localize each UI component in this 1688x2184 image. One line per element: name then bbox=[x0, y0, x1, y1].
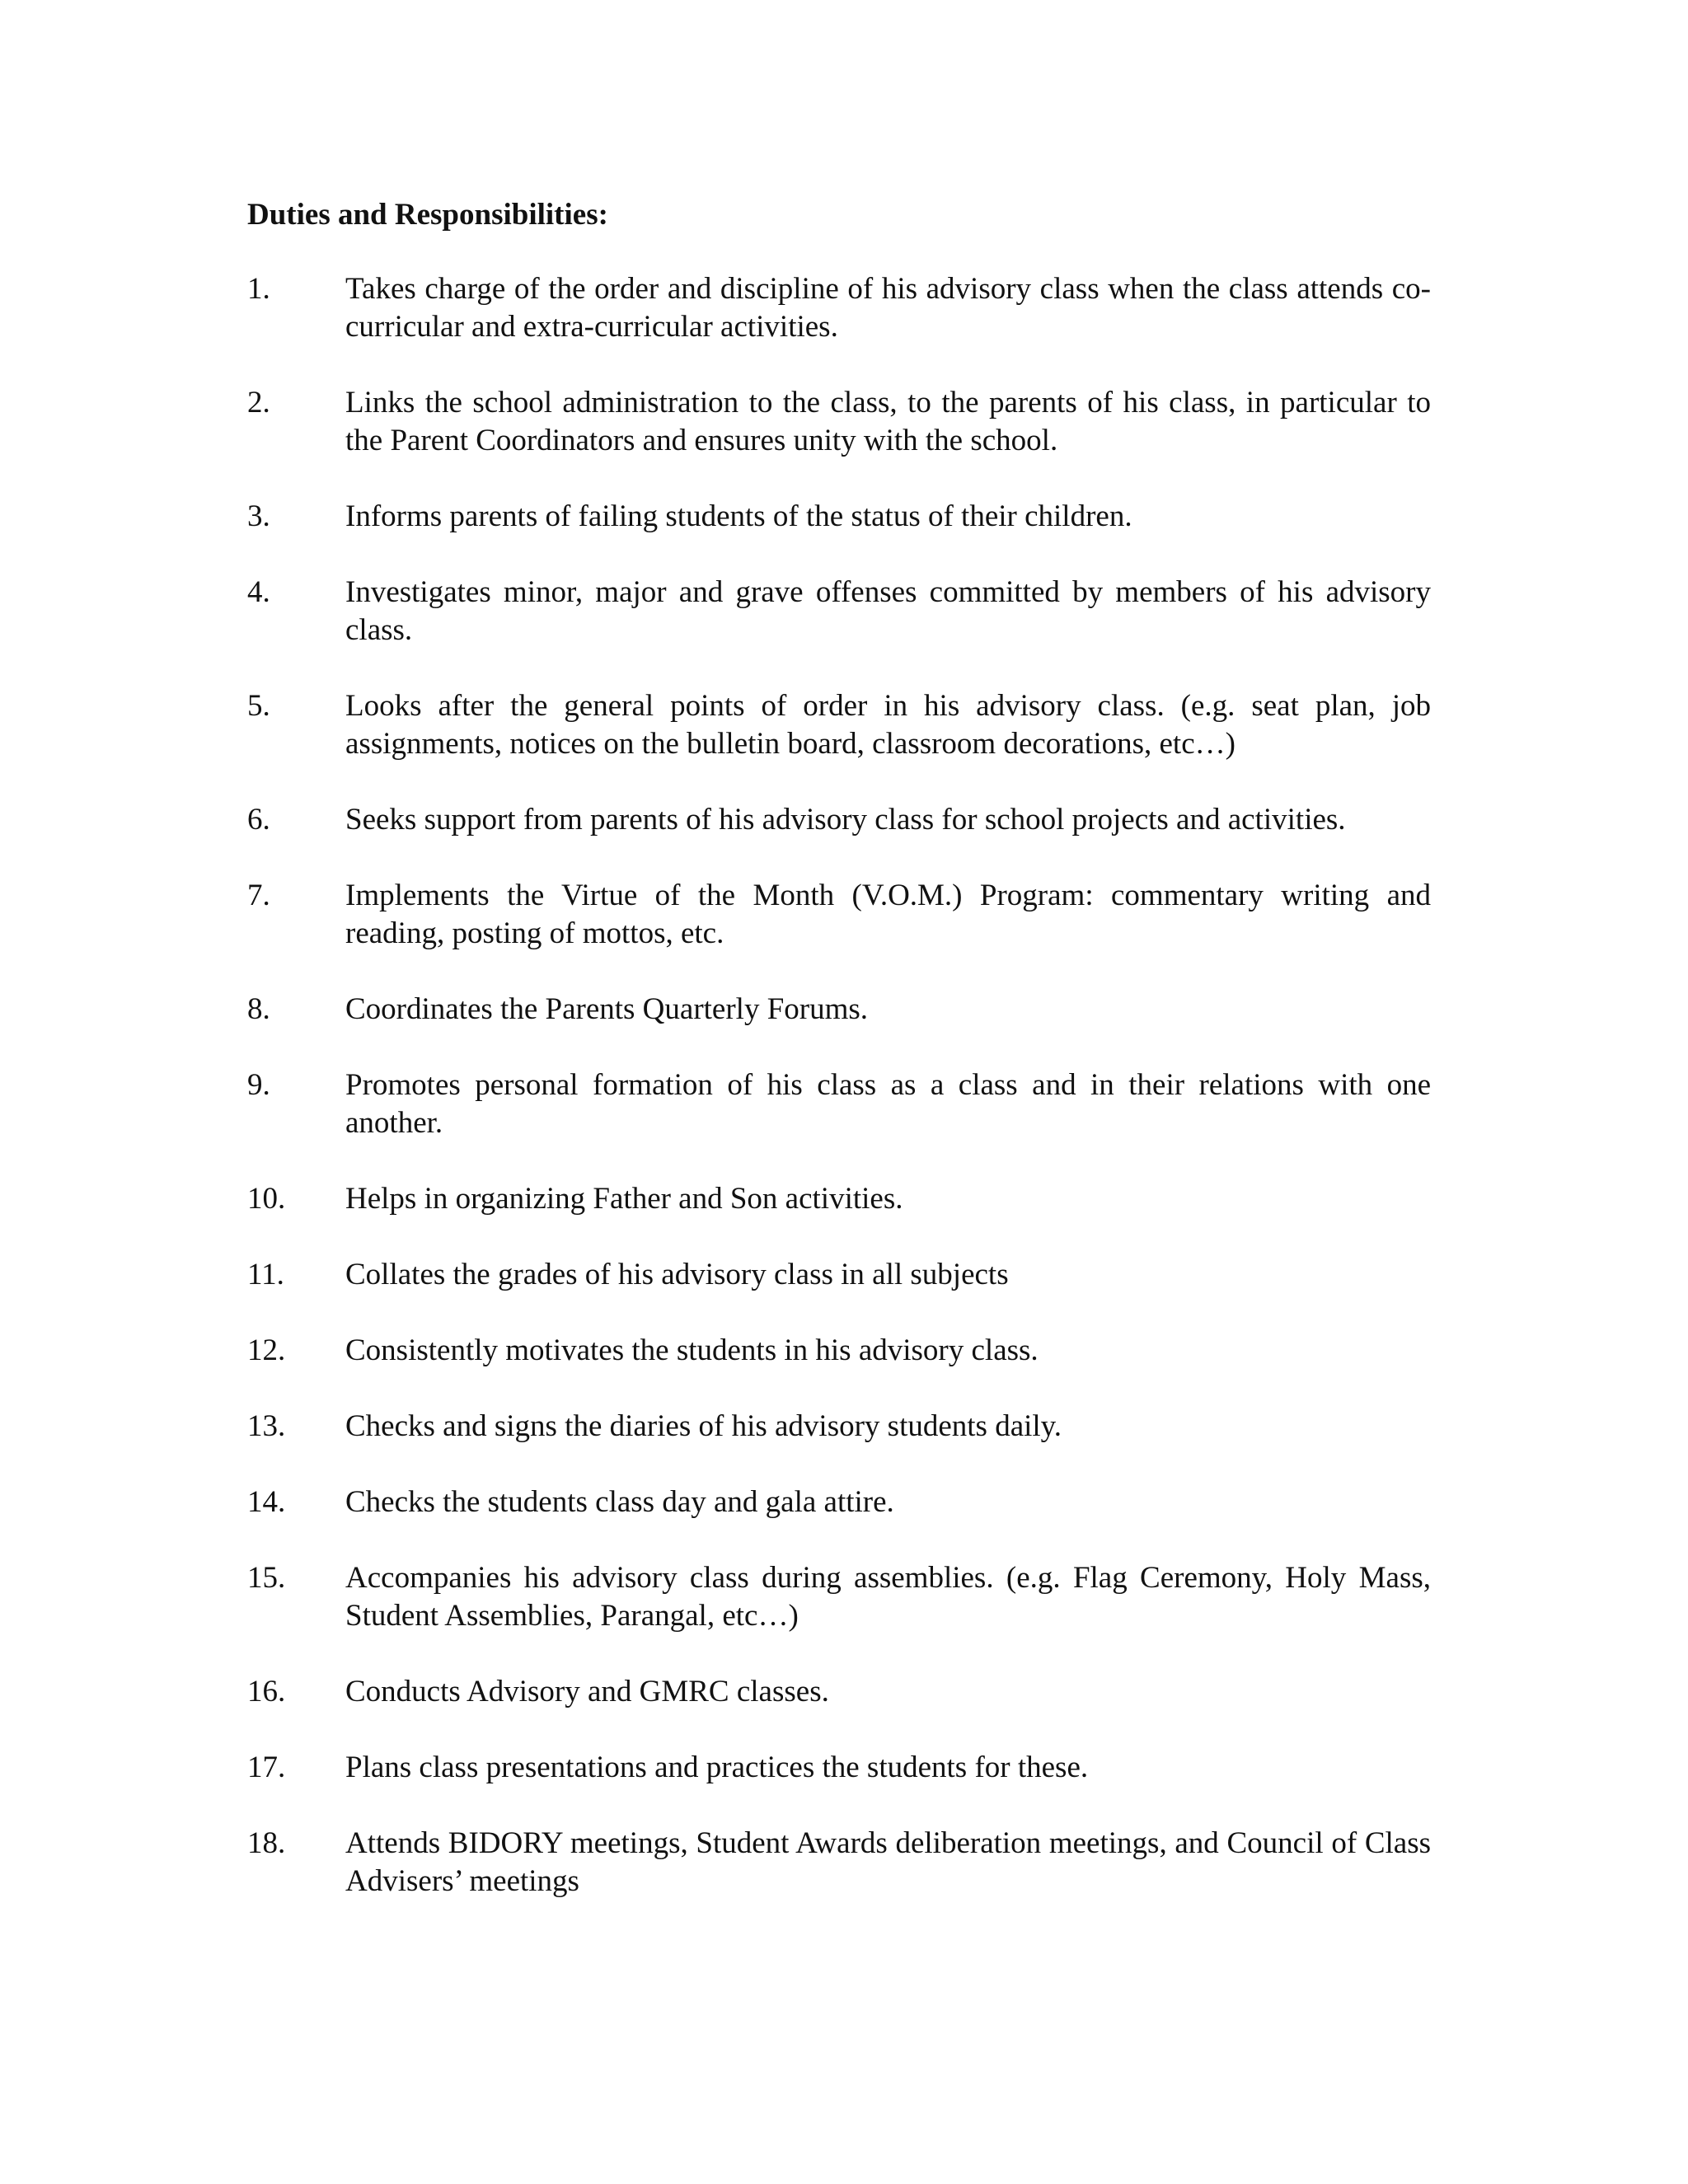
item-text: Implements the Virtue of the Month (V.O.M.) Program: commentary writing and reading, posting of mottos, etc. bbox=[345, 879, 1431, 950]
duties-list bbox=[247, 270, 1431, 1938]
item-number: 16. bbox=[247, 1675, 286, 1708]
item-number: 13. bbox=[247, 1409, 286, 1443]
item-number: 17. bbox=[247, 1750, 286, 1784]
item-text: Helps in organizing Father and Son activities. bbox=[345, 1182, 903, 1216]
item-text: Consistently motivates the students in his advisory class. bbox=[345, 1333, 1039, 1367]
list-item bbox=[247, 687, 1431, 763]
item-number: 11. bbox=[247, 1258, 284, 1291]
item-text: Conducts Advisory and GMRC classes. bbox=[345, 1675, 829, 1708]
list-item bbox=[247, 1749, 1431, 1787]
list-item bbox=[247, 1673, 1431, 1711]
item-text: Checks and signs the diaries of his advisory students daily. bbox=[345, 1409, 1062, 1443]
list-item bbox=[247, 270, 1431, 346]
item-text: Takes charge of the order and discipline of his advisory class when the class attends co-curricular and extra-curricular activities. bbox=[345, 272, 1431, 344]
item-text: Accompanies his advisory class during assemblies. (e.g. Flag Ceremony, Holy Mass, Student Assemblies, Parangal, etc…) bbox=[345, 1561, 1431, 1633]
item-number: 12. bbox=[247, 1333, 286, 1367]
item-text: Links the school administration to the class, to the parents of his class, in particular to the Parent Coordinators and ensures unity with the school. bbox=[345, 386, 1431, 457]
list-item bbox=[247, 801, 1431, 839]
section-heading: Duties and Responsibilities: bbox=[247, 198, 608, 232]
item-number: 3. bbox=[247, 499, 270, 533]
item-text: Coordinates the Parents Quarterly Forums. bbox=[345, 992, 869, 1026]
item-number: 9. bbox=[247, 1068, 270, 1102]
list-item bbox=[247, 1066, 1431, 1142]
item-text: Investigates minor, major and grave offenses committed by members of his advisory class. bbox=[345, 575, 1431, 647]
item-number: 15. bbox=[247, 1561, 286, 1595]
list-item bbox=[247, 991, 1431, 1029]
item-text: Informs parents of failing students of the status of their children. bbox=[345, 499, 1132, 533]
item-number: 10. bbox=[247, 1182, 286, 1216]
item-number: 8. bbox=[247, 992, 270, 1026]
list-item bbox=[247, 1180, 1431, 1218]
list-item bbox=[247, 1483, 1431, 1521]
item-number: 5. bbox=[247, 689, 270, 723]
item-number: 4. bbox=[247, 575, 270, 609]
list-item bbox=[247, 1559, 1431, 1635]
item-text: Collates the grades of his advisory class in all subjects bbox=[345, 1258, 1009, 1291]
item-text: Looks after the general points of order in his advisory class. (e.g. seat plan, job assignments, notices on the bulletin board, classroom decorations, etc…) bbox=[345, 689, 1431, 761]
list-item bbox=[247, 1408, 1431, 1446]
list-item bbox=[247, 574, 1431, 649]
item-text: Checks the students class day and gala attire. bbox=[345, 1485, 894, 1519]
list-item bbox=[247, 1332, 1431, 1370]
list-item bbox=[247, 1825, 1431, 1900]
list-item bbox=[247, 1256, 1431, 1294]
item-number: 2. bbox=[247, 386, 270, 419]
item-number: 7. bbox=[247, 879, 270, 912]
list-item bbox=[247, 498, 1431, 536]
item-text: Attends BIDORY meetings, Student Awards deliberation meetings, and Council of Class Advisers’ meetings bbox=[345, 1826, 1431, 1898]
item-text: Seeks support from parents of his advisory class for school projects and activities. bbox=[345, 803, 1346, 837]
item-number: 14. bbox=[247, 1485, 286, 1519]
list-item bbox=[247, 384, 1431, 460]
item-number: 18. bbox=[247, 1826, 286, 1860]
list-item bbox=[247, 877, 1431, 953]
item-text: Promotes personal formation of his class as a class and in their relations with one another. bbox=[345, 1068, 1431, 1140]
item-number: 6. bbox=[247, 803, 270, 837]
item-text: Plans class presentations and practices the students for these. bbox=[345, 1750, 1089, 1784]
item-number: 1. bbox=[247, 272, 270, 306]
